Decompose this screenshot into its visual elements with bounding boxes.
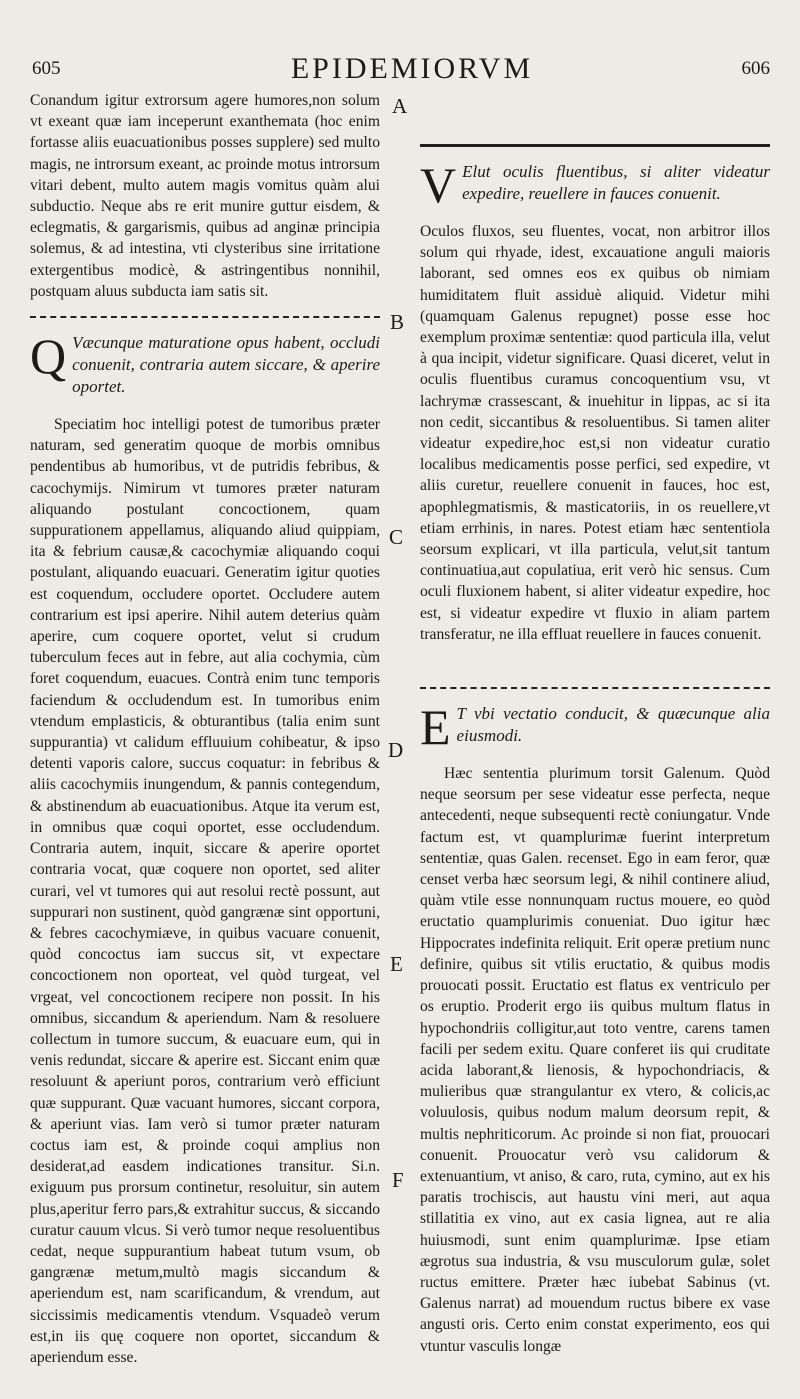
section-divider [30,316,380,318]
section-divider [420,687,770,689]
drop-cap: Q [30,328,67,385]
lemma-heading [420,157,770,213]
right-column [420,90,770,1357]
margin-letter-c: C [389,525,404,549]
right-paragraph-2: Hæc sententia plurimum torsit Galenum. Quòd neque seorsum per sese videatur esse perfecta, neque antecedenti, neque subsequenti rectè coniungatur. Vnde factum est, vt quamplurimæ fuerint interpretum sententiæ, quas Galen. recenset. Ego in eam feror, quæ censet verba hæc seorsum legi, & nihil continere aliud, quàm vtile esse nonnunquam ructus mouere, eo quòd eructatio quamplurimis conueniat. Duo igitur hæc Hippocrates indefinita reliquit. Erit operæ pretium nunc definire, quibus sit vtilis eructatio, & quibus modis prouocati possit. Eructatio est flatus ex ventriculo per os eruptio. Proderit ergo iis quibus multum flatus in hypochondriis colligitur,aut toto ventre, carens tamen facili per sedem exitu. Quare conferet iis qui cruditate acida laborant,& lienosis, & hypochondriacis, & mulieribus quæ strangulantur ex vtero, & colicis,ac voluulosis, quibus nodum malum deorsum repit, & multis nephriticorum. Ac proinde si non fiat, prouocari conuenit. Prouocatur verò vsu calidorum & extenuantium, vt aniso, & caro, ruta, cymino, aut ex his paratis trochiscis, aut haustu vini meri, aut aqua stillatitia ex vino, aut ex casia lignea, aut re alia huiusmodi, sunt enim quamplurimæ. Ipse etiam ægrotus sua industria, & vsu musculorum gulæ, solet ructus emittere. Præter hæc iubebat Sabinus (vt. Galenus narrat) ad mouendum ructus bibere ex vase angusti oris. Certo enim constat experimento, eos qui vtuntur vasculis longæ [420,765,770,1355]
section-divider [420,144,770,147]
drop-cap: V [420,157,457,213]
margin-letter-b: B [390,310,405,334]
right-paragraph-1: Oculos fluxos, seu fluentes, vocat, non arbitror illos solum qui rhyade, idest, excauatione anguli maioris laborant, sed omnes eos ex quibus ob nimiam humiditatem fluit assiduè aliquid. Videtur mihi (quamquam Galenus repugnet) posse esse hoc exemplum proximæ sententiæ: quod particula illa, velut à qua incipit, videtur significare. Quasi diceret, velut in oculis fluentibus curamus concoquentium vsu, vt lachrymæ crassescant, & inuehitur in lippas, ac si ita non cedit, siccantibus & resoluentibus. Si tamen aliter videatur expedire,hoc est,si non videatur curatio localibus medicamentis posse perfici, sed expedire, vt aliis curetur, reuellere conuenit in fauces, hoc est, apophlegmatismis, & masticatoriis, in os reuellere,vt etiam errhinis, in nares. Potest etiam hæc sententiola seorsum explicari, vt illa particula, velut,sit tantum continuatiua,aut copulatiua, erit verò hic sensus. Cum oculi fluxionem habent, si aliter videatur expedire, hoc est, si videatur expedire vt fluxio in aliam partem transferatur, ne illa effluat reuellere in fauces conuenit. [420,223,770,643]
lemma-text: T vbi vectatio conducit, & quæcunque alia eiusmodi. [456,704,770,746]
margin-letter-a: A [392,94,408,118]
running-title: EPIDEMIORVM [290,52,534,85]
margin-letter-e: E [390,952,403,976]
drop-cap: E [420,699,451,756]
margin-letter-f: F [392,1168,404,1192]
left-page-number: 605 [32,58,61,79]
lemma-text: Elut oculis fluentibus, si aliter videatur expedire, reuellere in fauces conuenit. [462,162,770,203]
margin-letter-d: D [388,738,404,762]
right-page-number: 606 [741,58,770,79]
lemma-heading [420,699,770,756]
left-paragraph-1: Conandum igitur extrorsum agere humores,non solum vt exeant quæ iam inceperunt exanthemata (hoc enim fortasse aliis euacuationibus posses supplere) sed multo magis, ne introrsum exeant, ac proinde motus introrsum vitari debent, multo autem magis vomitus quàm alui subductio. Neque abs re erit munire guttur eisdem, & eclegmatis, & gargarismis, quibus ad anginæ principia solemus, & ad intestina, vti clysteribus sine irritatione extergentibus modicè, & astringentibus nonnihil, postquam aluus subducta iam satis sit. [30,92,380,300]
lemma-text: Væcunque maturatione opus habent, occludi conuenit, contraria autem siccare, & aperire oportet. [72,333,380,397]
left-column [30,90,380,1368]
left-paragraph-2: Speciatim hoc intelligi potest de tumoribus præter naturam, sed generatim quoque de morbis omnibus pendentibus ab humoribus, vt de putridis febribus, & cacochymijs. Nimirum vt tumores præter naturam aliquando postulant concoctionem, quam suppurationem appellamus, aliquando aliud quippiam, ita & febrium causæ,& cacochymiæ aliquando coqui postulant, aliquando euacuari. Generatim igitur quoties est coquendum, occludere oportet. Occludere autem contrarium est ipsi aperire. Nihil autem deterius quàm aperire, cum coquere oportet, velut si crudum tuberculum feces aut in febre, aut alia cochymia, cùm foret coquendum, euacues. Contrà enim tunc temporis faciendum & occludendum est. In tumoribus enim vtendum emplasticis, & obturantibus (talia enim sunt suppurantia) vt calidum effluuium cohibeatur, & ipso detenti vaporis calore, succus coquatur: in febribus & aliis cacochymiis inungendum, & pannis contegendum, & abstinendum ab euacuationibus. Atque ita verum est, in omnibus quæ coqui oportet, esse occludendum. Contraria autem, inquit, siccare & aperire oportet contraria vocat, quæ coquere non oportet, sed aliter curari, vel vt tumores qui aut resolui rectè possunt, aut suppurari non sustinent, quòd gangrænæ sint opportuni, & febres cacochymiæve, in quibus vacuare conuenit, quòd concoctus iam succus sit, vt expectare concoctionem non oporteat, vel quòd turgeat, vel vrgeat, vel concoctionem recipere non possit. In his omnibus, siccandum & aperiendum. Nam & resoluere collectum in tumore succum, & euacuare eum, qui in venis redundat, siccare & aperire est. Siccant enim quæ resoluunt & aperiunt poros, contrarium verò efficiunt quæ suppurant. Quæ vacuant humores, siccant corpora, & aperiunt vias. Iam verò si tumor præter naturam coctus iam est, & proinde coqui amplius non desiderat,ad easdem indicationes transitur. Si.n. exiguum pus prorsum continetur, resoluitur, sin autem plus,aperitur ferro pars,& extrahitur succus, & siccando curatur cauum vlcus. Si verò tumor neque resoluentibus cedat, neque suppurantium habeat tutum vsum, ob gangrænæ metum,multò magis siccandum & aperiendum est, nam scarificandum, & vrendum, aut siccissimis medicamentis vtendum. Vsquadeò verum est,in iis quę coquere non oportet, siccandum & aperiendum esse. [30,416,380,1366]
lemma-heading [30,328,380,398]
page-header [0,52,800,92]
